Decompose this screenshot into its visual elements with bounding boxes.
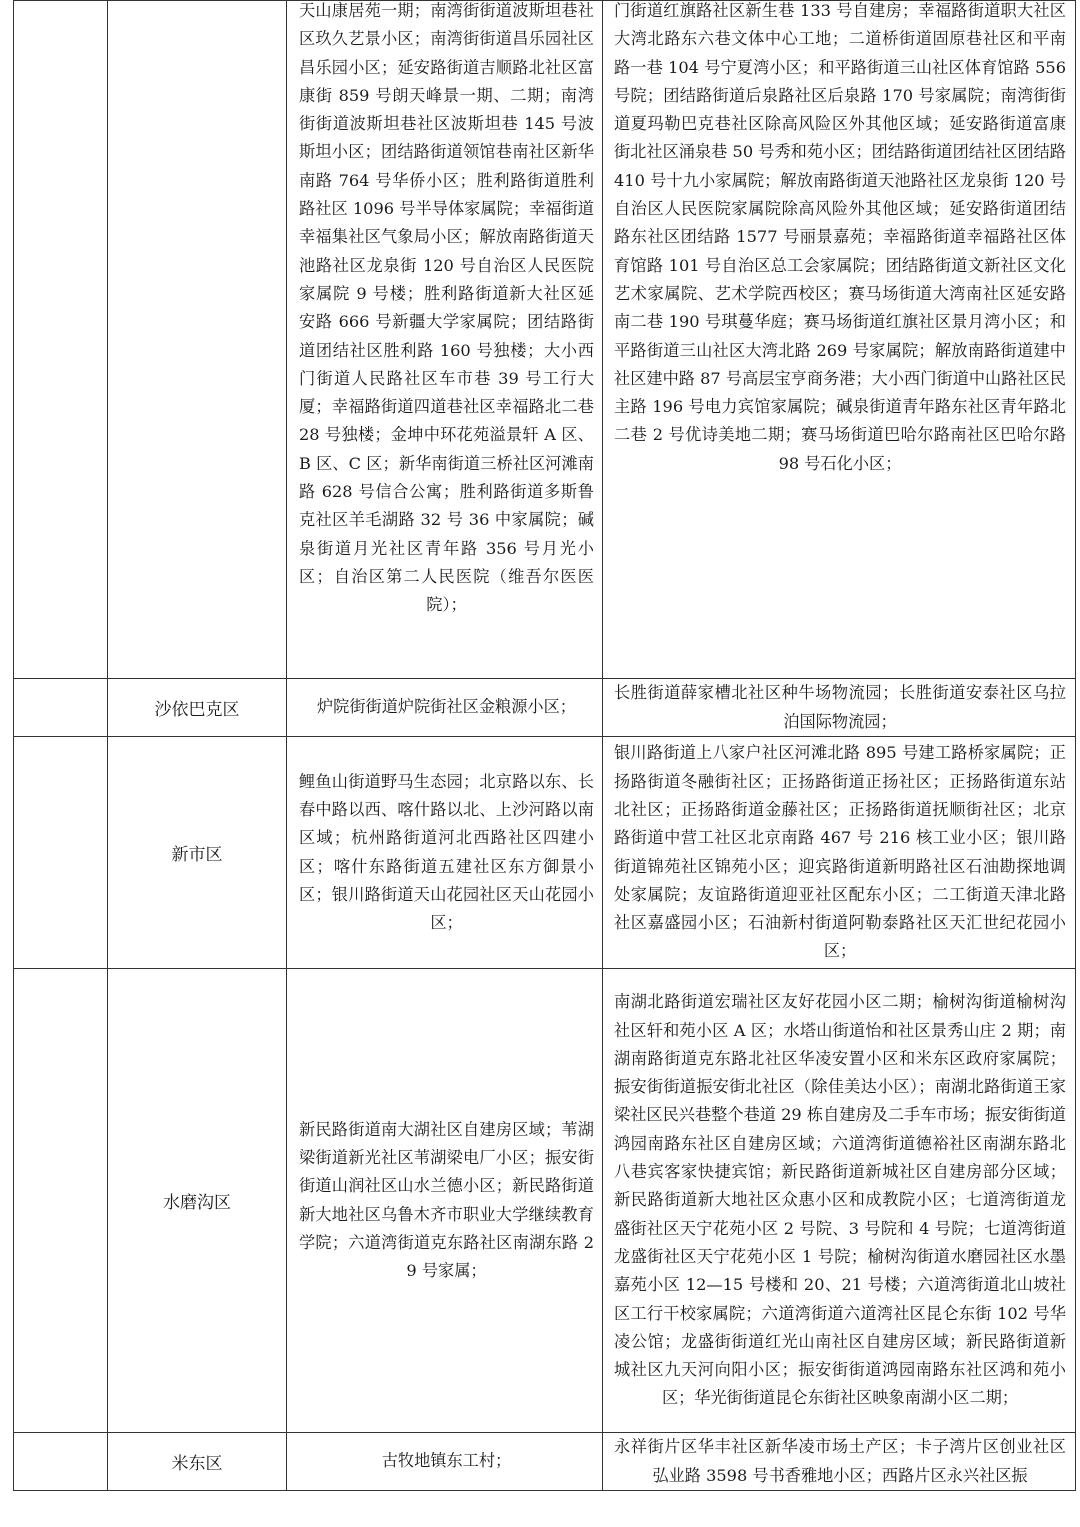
area-cell	[603, 1433, 1076, 1491]
area-cell	[603, 1, 1076, 679]
blank-cell	[14, 737, 108, 969]
table-row	[14, 969, 1076, 1433]
blank-cell	[14, 679, 108, 737]
area-text: 南湖北路街道宏瑞社区友好花园小区二期；榆树沟街道榆树沟社区轩和苑小区 A 区；水塔山街道怡和社区景秀山庄 2 期；南湖南路街道克东路北社区华凌安置小区和米东区政府家属院；振安街街道振安街北社区（除佳美达小区）；南湖北路街道王家梁社区民兴巷整个巷道 29 栋自建房及二手车市场；振安街街道鸿园南路东社区自建房区域；六道湾街道德裕社区南湖东路北八巷宾客家快捷宾馆；新民路街道新城社区自建房部分区域；新民路街道新大地社区众惠小区和成教院小区；七道湾街道龙盛街社区天宁花苑小区 2 号院、3 号院和 4 号院；七道湾街道龙盛街社区天宁花苑小区 1 号院；榆树沟街道水磨园社区水墨嘉苑小区 12—15 号楼和 20、21 号楼；六道湾街道北山坡社区工行干校家属院；六道湾街道六道湾社区昆仑东街 102 号华凌公馆；龙盛街街道红光山南社区自建房区域；新民路街道新城社区九天河向阳小区；振安街街道鸿园南路东社区鸿和苑小区；华光街街道昆仑东街社区映象南湖小区二期；	[614, 992, 1066, 1408]
table-row	[14, 1433, 1076, 1491]
table-row	[14, 737, 1076, 969]
district-cell	[108, 1, 287, 679]
blank-cell	[14, 1433, 108, 1491]
risk-area-cell	[287, 1, 603, 679]
district-cell: 水磨沟区	[108, 969, 287, 1433]
area-cell	[603, 969, 1076, 1433]
table-row	[14, 1, 1076, 679]
area-cell	[603, 679, 1076, 737]
risk-area-text: 炉院街街道炉院街社区金粮源小区；	[317, 697, 576, 717]
area-text: 永祥街片区华丰社区新华凌市场土产区；卡子湾片区创业社区弘业路 3598 号书香雅地小区；西路片区永兴社区振	[614, 1437, 1066, 1485]
district-cell: 沙依巴克区	[108, 679, 287, 737]
risk-area-cell	[287, 969, 603, 1433]
district-cell: 米东区	[108, 1433, 287, 1491]
risk-area-cell	[287, 1433, 603, 1491]
area-cell	[603, 737, 1076, 969]
area-text: 门街道红旗路社区新生巷 133 号自建房；幸福路街道职大社区大湾北路东六巷文体中心工地；二道桥街道固原巷社区和平南路一巷 104 号宁夏湾小区；和平路街道三山社区体育馆路 556 号院；团结路街道后泉路社区后泉路 170 号家属院；南湾街街道夏玛勒巴克巷社区除高风险区外其他区域；延安路街道富康街北社区涌泉巷 50 号秀和苑小区；团结路街道团结社区团结路 410 号十九小家属院；解放南路街道天池路社区龙泉街 120 号自治区人民医院家属院除高风险外其他区域；延安路街道团结路东社区团结路 1577 号丽景嘉苑；幸福路街道幸福路社区体育馆路 101 号自治区总工会家属院；团结路街道文新社区文化艺术家属院、艺术学院西校区；赛马场街道大湾南社区延安路南二巷 190 号琪蔓华庭；赛马场街道红旗社区景月湾小区；和平路街道三山社区大湾北路 269 号家属院；解放南路街道建中社区建中路 87 号高层宝亨商务港；大小西门街道中山路社区民主路 196 号电力宾馆家属院；碱泉街道青年路东社区青年路北二巷 2 号优诗美地二期；赛马场街道巴哈尔路南社区巴哈尔路 98 号石化小区；	[614, 1, 1066, 473]
table-row	[14, 679, 1076, 737]
area-text: 银川路街道上八家户社区河滩北路 895 号建工路桥家属院；正扬路街道冬融街社区；正扬路街道正扬社区；正扬路街道东站北社区；正扬路街道金藤社区；正扬路街道抚顺街社区；北京路街道中营工社区北京南路 467 号 216 核工业小区；银川路街道锦苑社区锦苑小区；迎宾路街道新明路社区石油勘探地调处家属院；友谊路街道迎亚社区配东小区；二工街道天津北路社区嘉盛园小区；石油新村街道阿勒泰路社区天汇世纪花园小区；	[614, 743, 1066, 961]
risk-area-cell	[287, 679, 603, 737]
district-cell: 新市区	[108, 737, 287, 969]
risk-area-text: 新民路街道南大湖社区自建房区域；苇湖梁街道新光社区苇湖梁电厂小区；振安街街道山润社区山水兰德小区；新民路街道新大地社区乌鲁木齐市职业大学继续教育学院；六道湾街道克东路社区南湖东路 29 号家属；	[299, 1119, 594, 1281]
blank-cell	[14, 969, 108, 1433]
community-table	[13, 0, 1076, 1491]
risk-area-text: 古牧地镇东工村；	[381, 1451, 512, 1471]
risk-area-cell	[287, 737, 603, 969]
area-text: 长胜街道薛家槽北社区种牛场物流园；长胜街道安泰社区乌拉泊国际物流园；	[614, 683, 1066, 731]
risk-area-text: 天山康居苑一期；南湾街街道波斯坦巷社区玖久艺景小区；南湾街街道昌乐园社区昌乐园小区；延安路街道吉顺路北社区富康街 859 号朗天峰景一期、二期；南湾街街道波斯坦巷社区波斯坦巷 145 号波斯坦小区；团结路街道领馆巷南社区新华南路 764 号华侨小区；胜利路街道胜利路社区 1096 号半导体家属院；幸福街道幸福集社区气象局小区；解放南路街道天池路社区龙泉街 120 号自治区人民医院家属院 9 号楼；胜利路街道新大社区延安路 666 号新疆大学家属院；团结路街道团结社区胜利路 160 号独楼；大小西门街道人民路社区车市巷 39 号工行大厦；幸福路街道四道巷社区幸福路北二巷 28 号独楼；金坤中环花苑溢景轩 A 区、B 区、C 区；新华南街道三桥社区河滩南路 628 号信合公寓；胜利路街道多斯鲁克社区羊毛湖路 32 号 36 中家属院；碱泉街道月光社区青年路 356 号月光小区；自治区第二人民医院（维吾尔医医院）；	[299, 1, 594, 615]
blank-cell	[14, 1, 108, 679]
risk-area-text: 鲤鱼山街道野马生态园；北京路以东、长春中路以西、喀什路以北、上沙河路以南区域；杭州路街道河北西路社区四建小区；喀什东路街道五建社区东方御景小区；银川路街道天山花园社区天山花园小区；	[299, 771, 594, 933]
